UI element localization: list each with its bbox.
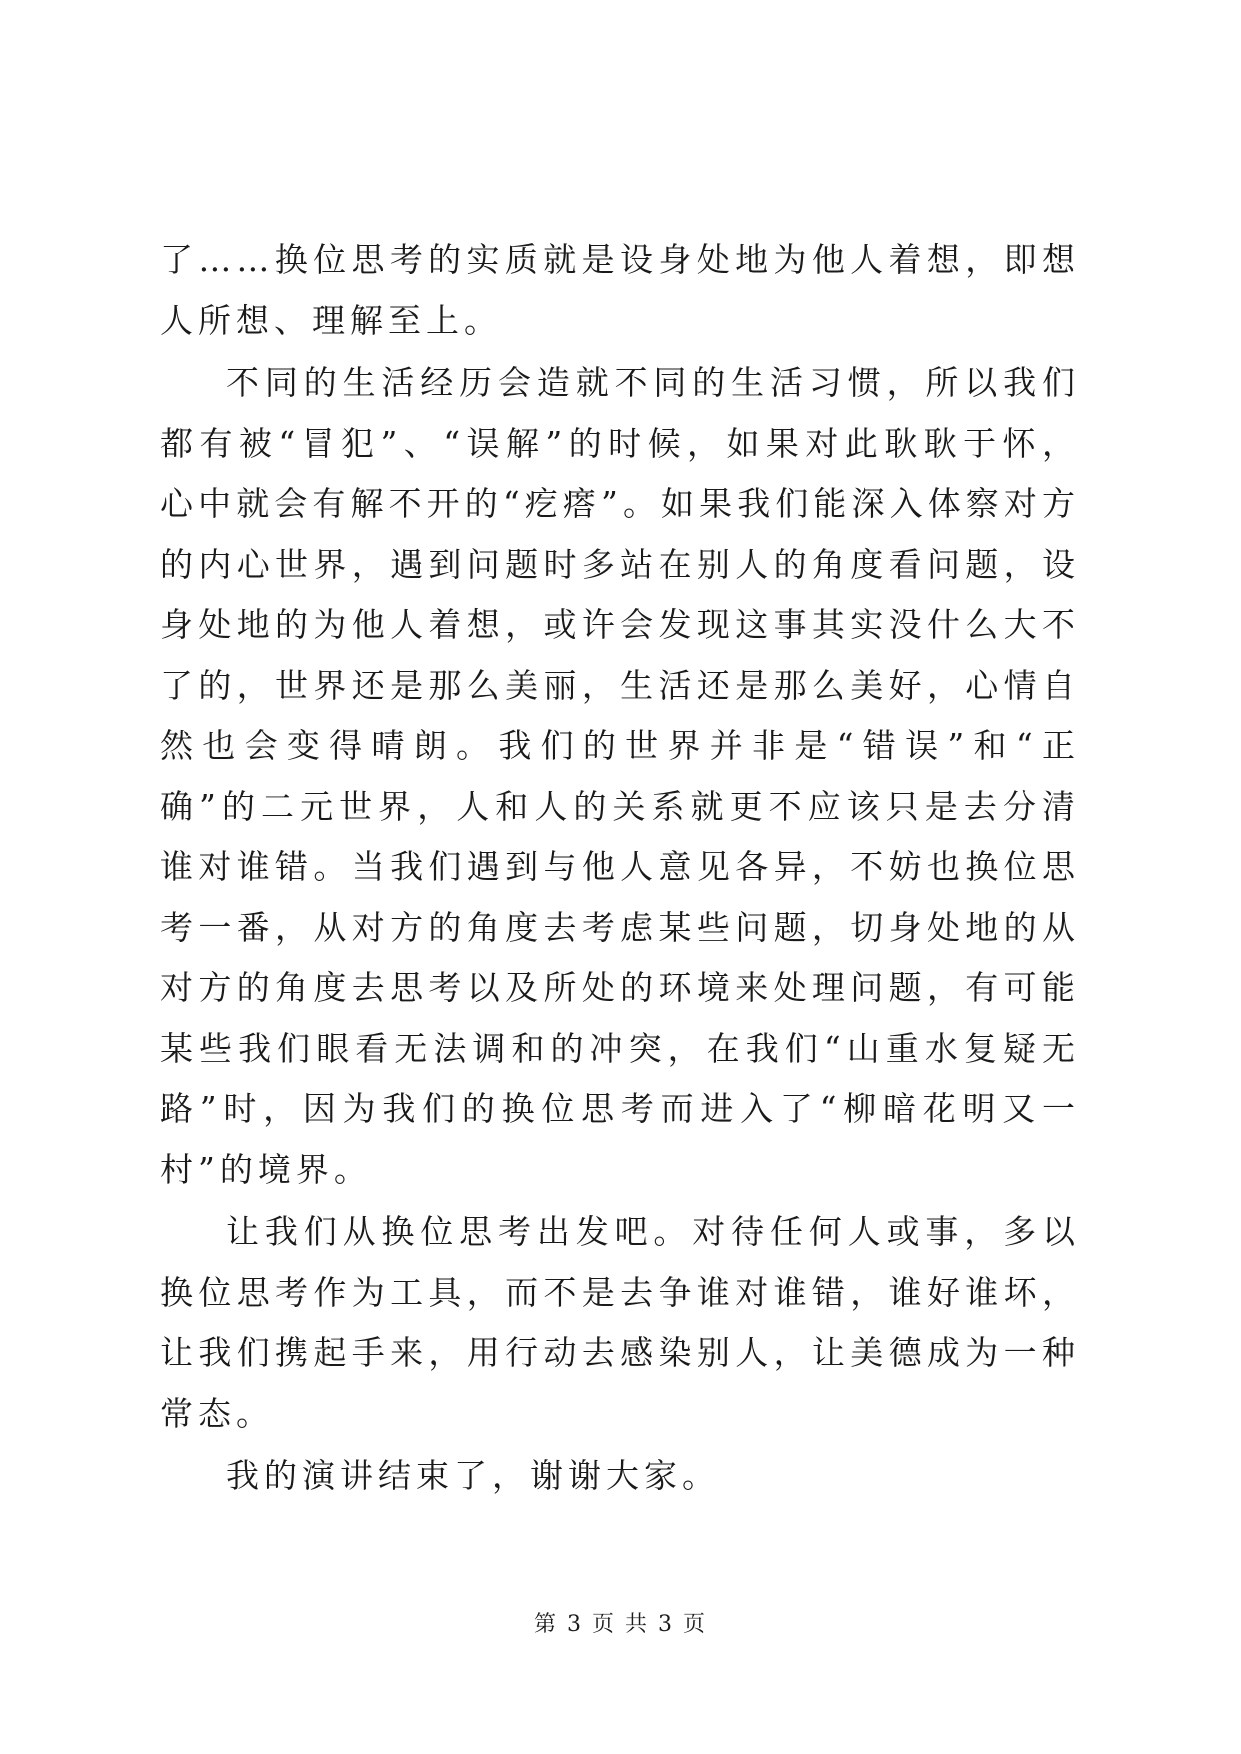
paragraph-closing: 我的演讲结束了，谢谢大家。	[226, 1456, 720, 1495]
paragraph-call-to-action: 让我们从换位思考出发吧。对待任何人或事，多以换位思考作为工具，而不是去争谁对谁错，谁好谁坏，让我们携起手来，用行动去感染别人，让美德成为一种常态。	[160, 1212, 1080, 1433]
paragraph-continuation: 了……换位思考的实质就是设身处地为他人着想，即想人所想、理解至上。	[160, 240, 1080, 340]
paragraph-perspective: 不同的生活经历会造就不同的生活习惯，所以我们都有被“冒犯”、“误解”的时候，如果对此耿耿于怀，心中就会有解不开的“疙瘩”。如果我们能深入体察对方的内心世界，遇到问题时多站在别人的角度看问题，设身处地的为他人着想，或许会发现这事其实没什么大不了的，世界还是那么美丽，生活还是那么美好，心情自然也会变得晴朗。我们的世界并非是“错误”和“正确”的二元世界，人和人的关系就更不应该只是去分清谁对谁错。当我们遇到与他人意见各异，不妨也换位思考一番，从对方的角度去考虑某些问题，切身处地的从对方的角度去思考以及所处的环境来处理问题，有可能某些我们眼看无法调和的冲突，在我们“山重水复疑无路”时，因为我们的换位思考而进入了“柳暗花明又一村”的境界。	[160, 363, 1080, 1189]
document-body	[160, 230, 1080, 1509]
page-number-footer: 第 3 页 共 3 页	[534, 1612, 707, 1637]
